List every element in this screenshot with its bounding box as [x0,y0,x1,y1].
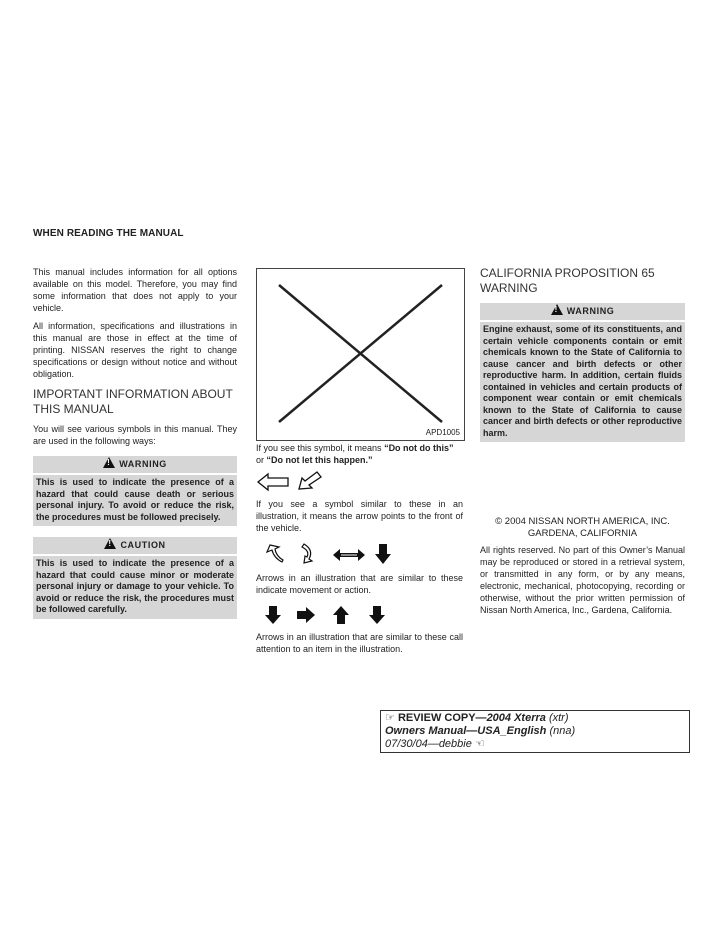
specs-paragraph: All information, specifications and illustrations in this manual are those in effect at the time of printing. NISSAN reserves the right to change specifications or design without notice and without obligation. [33,321,237,379]
copyright-line2: GARDENA, CALIFORNIA [527,528,638,539]
hand-pointing-left-icon: ☞ [385,712,395,724]
double-arrow-icon [332,547,366,563]
x-mark-icon [257,269,464,440]
stamp-line3 [385,738,685,751]
caution-text: This is used to indicate the presence of a hazard that could cause minor or moderate personal injury or damage to your vehicle. To avoid or reduce the risk, the procedures must be followed carefully. [33,556,237,619]
caution-header [33,537,237,554]
stamp-review: REVIEW COPY— [397,712,487,724]
rights-paragraph: All rights reserved. No part of this Owner’s Manual may be reproduced or stored in a retrieval system, or transmitted in any form, or by any means, electronic, mechanical, photocopying, recording or otherwise, without the prior written permission of Nissan North America, Inc., Gardena, California. [480,545,685,615]
symbol-text-bold1: “Do not do this” [384,443,454,453]
prop65-warning-text: Engine exhaust, some of its constituents, and certain vehicle components contain or emit chemicals known to the State of California to cause cancer and birth defects or other reproductive harm. In addition, certain fluids contained in vehicles and certain products of component wear contain or emit chemicals known to the State of California to cause cancer and birth defects or other reproductive harm. [480,322,685,442]
prop65-warning-header [480,303,685,320]
page-title: WHEN READING THE MANUAL [33,228,184,239]
stamp-model: 2004 Xterra [486,712,546,724]
attention-arrow-text: Arrows in an illustration that are similar to these call attention to an item in the illustration. [256,632,463,654]
warning-header [33,456,237,473]
caution-label: CAUTION [120,540,166,550]
attention-arrow-icons [256,603,463,627]
column-right [480,266,685,616]
front-arrow-text: If you see a symbol similar to these in an illustration, it means the arrow points to the front of the vehicle. [256,499,463,533]
warning-triangle-icon [103,457,115,468]
hand-pointing-right-icon: ☜ [474,738,485,750]
arrow-down-solid-icon [374,543,392,565]
column-left [33,266,237,619]
do-not-symbol-text [256,442,463,466]
arrow-up-attention-icon [332,605,350,625]
column-middle [256,442,463,655]
movement-arrow-text: Arrows in an illustration that are similar to these indicate movement or action. [256,573,463,595]
stamp-line2 [385,725,685,738]
movement-arrow-icons [256,542,463,568]
warning-text: This is used to indicate the presence of a hazard that could cause death or serious personal injury. To avoid or reduce the risk, the procedures must be followed precisely. [33,475,237,526]
prop65-warning-label: WARNING [566,306,615,316]
arrow-left-outline-icon [256,472,290,492]
do-not-symbol-figure [256,268,465,441]
intro-paragraph: This manual includes information for all options available on this model. Therefore, you may find some information that does not apply to your vehicle. [33,267,237,313]
arrow-diagonal-outline-icon [296,470,324,492]
stamp-manual-code: (nna) [549,725,576,737]
prop65-warning-box [480,303,685,442]
copyright-block [480,516,685,540]
prop65-warning-triangle-icon [551,304,563,315]
symbol-text-bold2: “Do not let this happen.” [266,455,373,465]
symbols-paragraph: You will see various symbols in this manual. They are used in the following ways: [33,424,237,446]
stamp-date: 07/30/04—debbie [385,738,472,750]
arrow-down-attention-icon-2 [368,605,386,625]
arrow-right-attention-icon [296,606,316,624]
caution-triangle-icon [104,538,116,549]
figure-code: APD1005 [425,428,460,437]
warning-label: WARNING [119,459,167,469]
review-copy-stamp [380,710,690,753]
warning-box [33,456,237,526]
stamp-model-code: (xtr) [548,712,569,724]
stamp-manual: Owners Manual—USA_English [385,725,547,737]
arrow-down-attention-icon [264,605,282,625]
section-title-important: IMPORTANT INFORMATION ABOUT THIS MANUAL [33,387,233,416]
front-arrow-icons [256,470,463,494]
symbol-text-pre: If you see this symbol, it means [256,443,385,453]
symbol-text-mid: or [256,455,267,465]
caution-box [33,537,237,619]
section-title-prop65: CALIFORNIA PROPOSITION 65 WARNING [480,266,655,295]
curved-arrow-left-icon [264,542,288,566]
curved-arrow-right-icon [296,542,318,566]
stamp-line1 [385,712,685,725]
copyright-line1: © 2004 NISSAN NORTH AMERICA, INC. [495,516,670,527]
